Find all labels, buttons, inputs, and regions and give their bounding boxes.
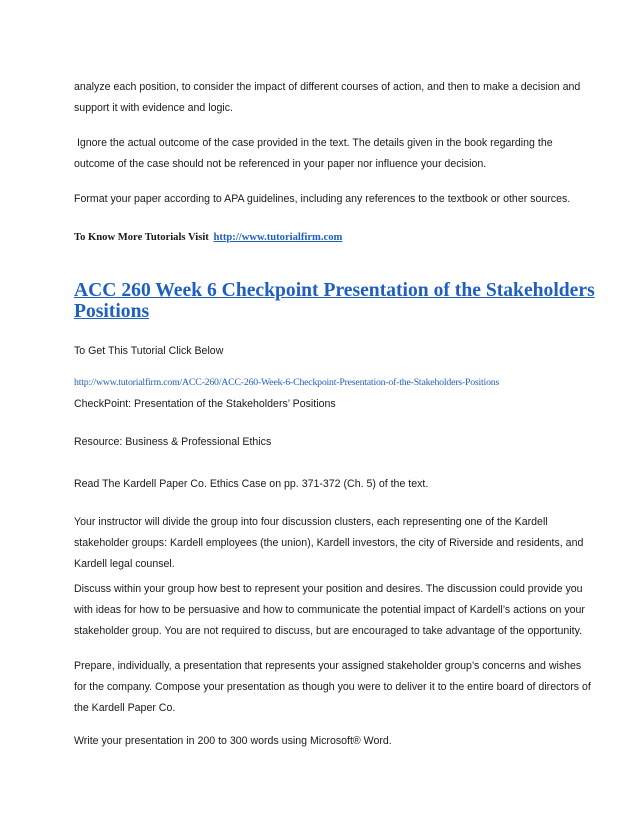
- checkpoint-title: [74, 394, 574, 415]
- text-line: stakeholder group. You are not required to discuss, but are encouraged to take advantage of the opportunity.: [74, 625, 583, 637]
- text-line: outcome of the case should not be referenced in your paper nor influence your decision.: [74, 158, 487, 170]
- text-line: for the company. Compose your presentation as though you were to deliver it to the entire board of directors of: [74, 681, 591, 693]
- title-line[interactable]: ACC 260 Week 6 Checkpoint Presentation of the Stakeholders: [74, 280, 595, 301]
- text-line: Read The Kardell Paper Co. Ethics Case on pp. 371-372 (Ch. 5) of the text.: [74, 478, 429, 490]
- text-line: Write your presentation in 200 to 300 words using Microsoft® Word.: [74, 735, 392, 747]
- tutorial-url-link[interactable]: http://www.tutorialfirm.com/ACC-260/ACC-260-Week-6-Checkpoint-Presentation-of-the-Stakeholders-Positions: [74, 377, 500, 388]
- promo-label: To Know More Tutorials Visit: [74, 232, 209, 243]
- text-line: stakeholder groups: Kardell employees (the union), Kardell investors, the city of Riverside and residents, and: [74, 537, 584, 549]
- text-line: Kardell legal counsel.: [74, 558, 175, 570]
- text-line: To Get This Tutorial Click Below: [74, 345, 224, 357]
- paragraph-apa-format: [74, 189, 574, 210]
- text-line: Ignore the actual outcome of the case provided in the text. The details given in the book regarding the: [74, 137, 553, 149]
- text-line: Prepare, individually, a presentation that represents your assigned stakeholder group’s concerns and wishes: [74, 660, 582, 672]
- title-line[interactable]: Positions: [74, 301, 150, 322]
- text-line: with ideas for how to be persuasive and how to communicate the potential impact of Kardell’s actions on your: [74, 604, 585, 616]
- paragraph-ignore-outcome: [74, 133, 574, 175]
- text-line: CheckPoint: Presentation of the Stakeholders’ Positions: [74, 398, 336, 410]
- text-line: the Kardell Paper Co.: [74, 702, 176, 714]
- resource-text: [74, 432, 574, 453]
- paragraph-instructor: [74, 512, 584, 575]
- paragraph-discuss: [74, 579, 585, 642]
- text-line: Your instructor will divide the group into four discussion clusters, each representing one of the Kardell: [74, 516, 548, 528]
- text-line: Discuss within your group how best to represent your position and desires. The discussion could provide you: [74, 583, 583, 595]
- text-line: Resource: Business & Professional Ethics: [74, 436, 272, 448]
- text-line: analyze each position, to consider the impact of different courses of action, and then to make a decision and: [74, 81, 581, 93]
- text-line: Format your paper according to APA guidelines, including any references to the textbook or other sources.: [74, 193, 571, 205]
- paragraph-prepare: [74, 656, 591, 719]
- text-line: support it with evidence and logic.: [74, 102, 233, 114]
- tutorial-click-text: [74, 341, 574, 362]
- read-case-text: [74, 474, 574, 495]
- page-title[interactable]: [74, 280, 595, 322]
- tutorial-site-link[interactable]: http://www.tutorialfirm.com: [213, 232, 343, 243]
- tutorial-promo: [74, 227, 342, 248]
- paragraph-write: [74, 731, 574, 752]
- paragraph-analyze: [74, 77, 581, 119]
